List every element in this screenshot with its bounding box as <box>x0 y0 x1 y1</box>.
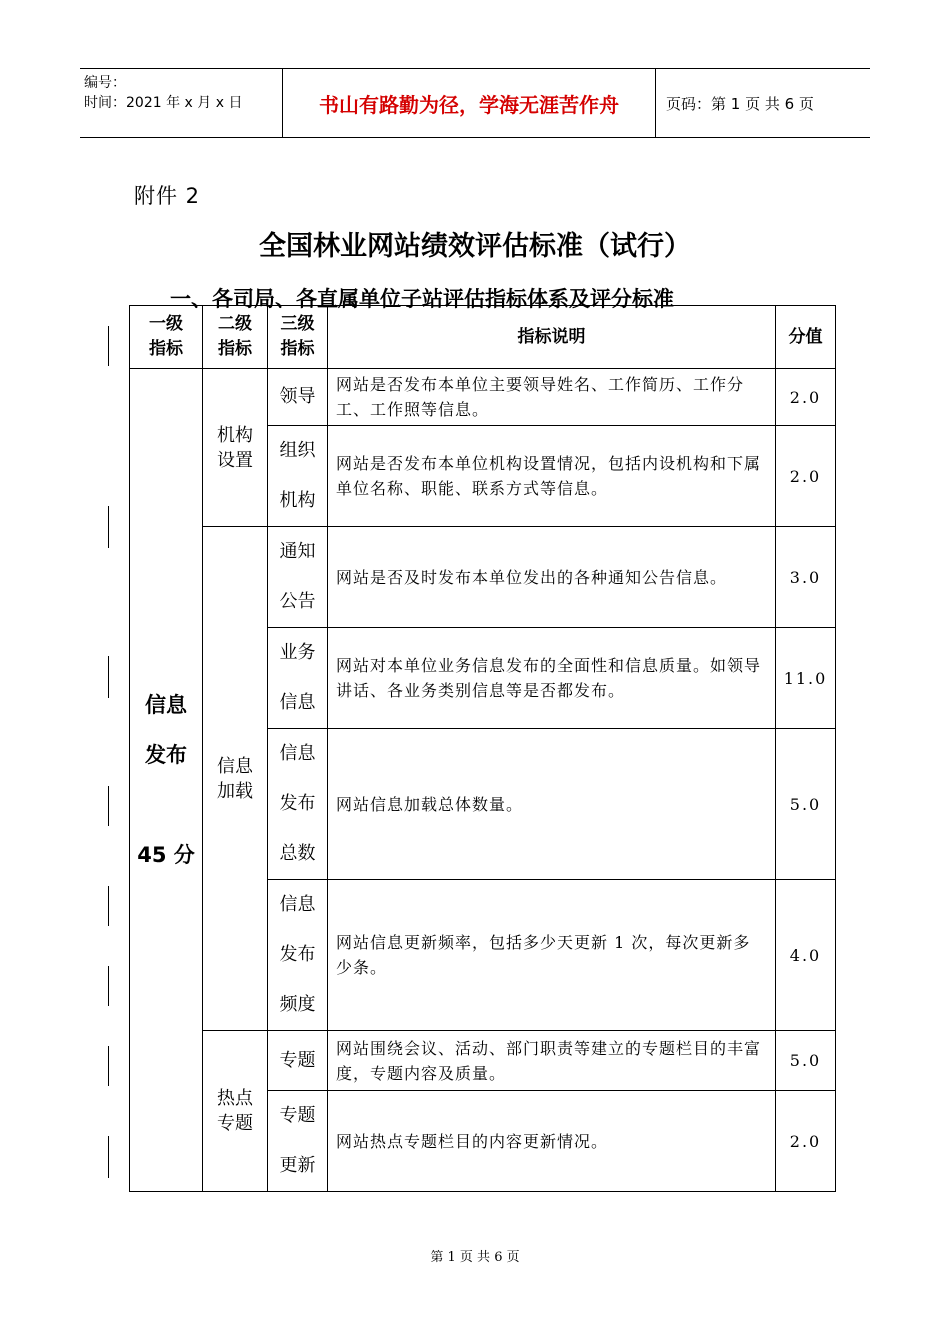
level3-cell: 组织 机构 <box>268 426 328 527</box>
header-level1: 一级 指标 <box>130 306 203 369</box>
header-score: 分值 <box>776 306 836 369</box>
table-row <box>130 1031 836 1091</box>
score-cell: 11.0 <box>776 628 836 729</box>
description-cell: 网站热点专题栏目的内容更新情况。 <box>328 1091 776 1192</box>
level2-cell: 热点 专题 <box>203 1031 268 1192</box>
level3-cell: 通知 公告 <box>268 527 328 628</box>
score-cell: 5.0 <box>776 1031 836 1091</box>
page-header <box>80 68 870 138</box>
level2-cell: 信息 加载 <box>203 527 268 1031</box>
document-title: 全国林业网站绩效评估标准（试行） <box>259 231 691 262</box>
level3-cell: 领导 <box>268 369 328 426</box>
level2-cell: 机构 设置 <box>203 369 268 527</box>
description-cell: 网站对本单位业务信息发布的全面性和信息质量。如领导讲话、各业务类别信息等是否都发布。 <box>328 628 776 729</box>
page-footer: 第 1 页 共 6 页 <box>430 1250 520 1265</box>
score-cell: 3.0 <box>776 527 836 628</box>
description-cell: 网站是否发布本单位主要领导姓名、工作简历、工作分工、工作照等信息。 <box>328 369 776 426</box>
table-row <box>130 527 836 628</box>
level3-cell: 专题 <box>268 1031 328 1091</box>
level1-cell: 信息 发布 45 分 <box>130 369 203 1192</box>
description-cell: 网站围绕会议、活动、部门职责等建立的专题栏目的丰富度，专题内容及质量。 <box>328 1031 776 1091</box>
evaluation-table <box>129 305 836 1192</box>
score-cell: 2.0 <box>776 426 836 527</box>
header-level2: 二级 指标 <box>203 306 268 369</box>
header-motto: 书山有路勤为径，学海无涯苦作舟 <box>283 69 656 137</box>
header-description: 指标说明 <box>328 306 776 369</box>
score-cell: 2.0 <box>776 369 836 426</box>
header-meta <box>80 69 283 137</box>
description-cell: 网站是否及时发布本单位发出的各种通知公告信息。 <box>328 527 776 628</box>
table-row <box>130 369 836 426</box>
description-cell: 网站信息加载总体数量。 <box>328 729 776 880</box>
number-label: 编号： <box>84 75 126 91</box>
section-subtitle: 一、各司局、各直属单位子站评估指标体系及评分标准 <box>170 287 674 311</box>
attachment-label: 附件 2 <box>134 184 201 208</box>
header-page-info: 页码：第 1 页 共 6 页 <box>666 94 814 113</box>
level3-cell: 专题 更新 <box>268 1091 328 1192</box>
description-cell: 网站是否发布本单位机构设置情况，包括内设机构和下属单位名称、职能、联系方式等信息。 <box>328 426 776 527</box>
header-level3: 三级 指标 <box>268 306 328 369</box>
description-cell: 网站信息更新频率，包括多少天更新 1 次，每次更新多少条。 <box>328 880 776 1031</box>
score-cell: 2.0 <box>776 1091 836 1192</box>
level3-cell: 信息 发布 频度 <box>268 880 328 1031</box>
time-label: 时间：2021 年 x 月 x 日 <box>84 95 243 111</box>
table-header-row <box>130 306 836 369</box>
level3-cell: 业务 信息 <box>268 628 328 729</box>
level3-cell: 信息 发布 总数 <box>268 729 328 880</box>
score-cell: 4.0 <box>776 880 836 1031</box>
score-cell: 5.0 <box>776 729 836 880</box>
